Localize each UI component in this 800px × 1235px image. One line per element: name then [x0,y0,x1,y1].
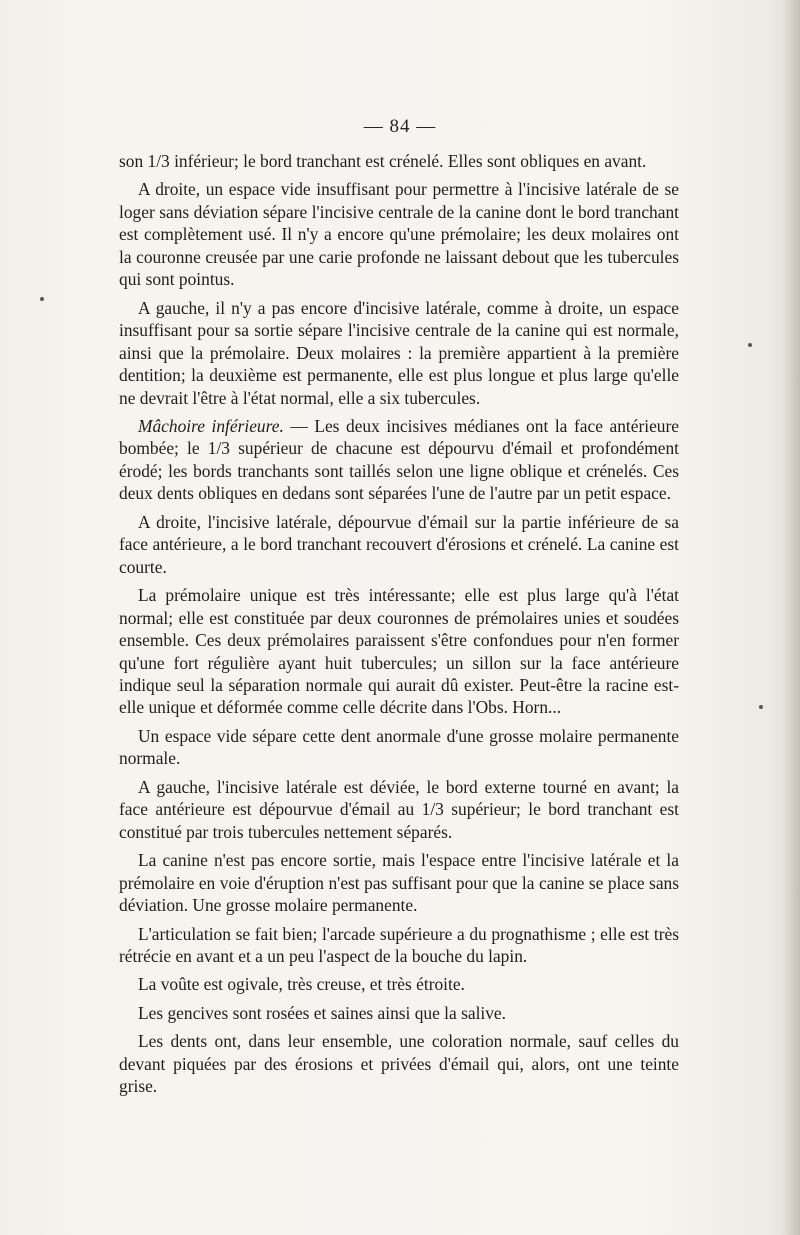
paragraph-teeth-color: Les dents ont, dans leur ensemble, une coloration normale, sauf celles du devant piquées par des érosions et privées d'émail qui, alors, ont une teinte grise. [119,1031,679,1097]
page-number: — 84 — [363,116,437,137]
paragraph-continuation: son 1/3 inférieur; le bord tranchant est crénelé. Elles sont obliques en avant. [119,151,647,171]
margin-speck [748,343,752,347]
paragraph-premolar: La prémolaire unique est très intéressante; elle est plus large qu'à l'état normal; elle est constituée par deux couronnes de prémolaires unies et soudées ensemble. Ces deux prémolaires paraissent s'être confondues pour n'en former qu'une fort régulière ayant huit tubercules; un sillon sur la face antérieure indique seul la séparation normale qui aurait dû exister. Peut-être la racine est-elle unique et déformée comme celle décrite dans l'Obs. Horn... [119,585,679,718]
paragraph-lower-right-incisor: A droite, l'incisive latérale, dépourvue d'émail sur la partie inférieure de sa face antérieure, a le bord tranchant recouvert d'érosions et crénelé. La canine est courte. [119,511,679,577]
paragraph-lower-left-incisor: A gauche, l'incisive latérale est déviée, le bord externe tourné en avant; la face antérieure est dépourvue d'émail au 1/3 supérieur; le bord tranchant est constitué par trois tubercules nettement séparés. [119,776,679,842]
section-heading-lower-jaw: Mâchoire inférieure. [138,415,284,436]
margin-speck [759,705,763,709]
paragraph-canine: La canine n'est pas encore sortie, mais l'espace entre l'incisive latérale et la prémolaire en voie d'éruption n'est pas suffisant pour que la canine se place sans déviation. Une grosse molaire permanente. [119,850,679,916]
paragraph-empty-space: Un espace vide sépare cette dent anormale d'une grosse molaire permanente normale. [119,725,679,769]
paragraph-upper-left: A gauche, il n'y a pas encore d'incisive latérale, comme à droite, un espace insuffisant pour sa sortie sépare l'incisive centrale de la canine qui est normale, ainsi que la prémolaire. Deux molaires : la première appartient à la première dentition; la deuxième est permanente, elle est plus longue et plus large qu'elle ne devrait l'être à l'état normal, elle a six tubercules. [119,297,679,408]
page-body [119,150,679,1104]
paragraph-lower-jaw [119,415,679,505]
paragraph-upper-right: A droite, un espace vide insuffisant pour permettre à l'incisive latérale de se loger sans déviation sépare l'incisive centrale de la canine dont le bord tranchant est complètement usé. Il n'y a encore qu'une prémolaire; les deux molaires ont la couronne creusée par une carie profonde ne laissant debout que les tubercules qui sont pointus. [119,179,679,290]
paragraph-articulation: L'articulation se fait bien; l'arcade supérieure a du prognathisme ; elle est très rétrécie en avant et a un peu l'aspect de la bouche du lapin. [119,923,679,966]
margin-speck [40,297,44,301]
paragraph-gums: Les gencives sont rosées et saines ainsi que la salive. [138,1002,506,1023]
section-text-lower-jaw: — Les deux incisives médianes ont la face antérieure bombée; le 1/3 supérieur de chacune est dépourvu d'émail et profondément érodé; les bords tranchants sont taillés selon une ligne oblique et crénelés. Ces deux dents obliques en dedans sont séparées l'une de l'autre par un petit espace. [119,415,679,504]
paragraph-vault: La voûte est ogivale, très creuse, et très étroite. [138,974,465,995]
